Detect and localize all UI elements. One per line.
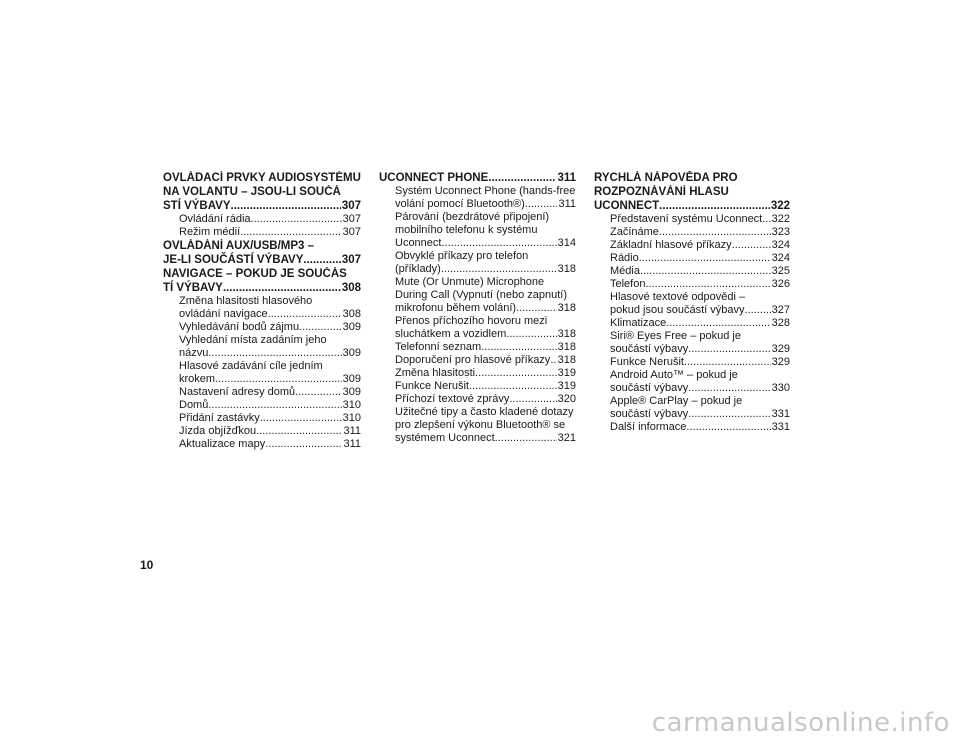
toc-column-3: [594, 171, 790, 434]
toc-entry-line: [179, 425, 361, 438]
dot-leader: [688, 343, 770, 356]
toc-page-number: 307: [341, 254, 361, 266]
dot-leader: [469, 380, 557, 393]
toc-entry-line: [610, 304, 790, 317]
toc-sub-entry[interactable]: [379, 354, 576, 367]
toc-entry-line: [179, 226, 361, 239]
toc-entry-text: JE-LI SOUČÁSTÍ VÝBAVY: [163, 254, 304, 266]
toc-entry-line: [163, 253, 361, 267]
toc-page-number: 321: [557, 432, 576, 444]
toc-entry-text: Užitečné tipy a často kladené dotazy: [395, 406, 574, 418]
toc-sub-entry[interactable]: [594, 265, 790, 278]
toc-column-1: [163, 171, 361, 451]
dot-leader: [251, 213, 342, 226]
toc-sub-entry[interactable]: [594, 356, 790, 369]
toc-page-number: 329: [771, 356, 790, 368]
dot-leader: [732, 239, 771, 252]
toc-entry-line: [179, 373, 361, 386]
toc-entry-text: Obvyklé příkazy pro telefon: [395, 250, 529, 262]
dot-leader: [215, 373, 342, 386]
toc-entry-text: systémem Uconnect: [395, 432, 495, 444]
toc-entry-line: [179, 399, 361, 412]
toc-entry-text: OVLÁDÁNÍ AUX/USB/MP3 –: [163, 240, 315, 252]
toc-sub-entry[interactable]: [379, 315, 576, 341]
dot-leader: [666, 317, 770, 330]
toc-sub-entry[interactable]: [594, 239, 790, 252]
toc-page-number: 326: [771, 278, 790, 290]
toc-sub-entry[interactable]: [594, 278, 790, 291]
dot-leader: [686, 421, 770, 434]
toc-entry-text: Začínáme: [610, 226, 659, 238]
toc-entry-line: [610, 278, 790, 291]
toc-sub-entry[interactable]: [379, 250, 576, 276]
toc-heading-entry[interactable]: [163, 267, 361, 295]
toc-page-number: 307: [342, 226, 361, 238]
toc-entry-text: názvu: [179, 347, 209, 359]
toc-entry-text: Představení systému Uconnect: [610, 213, 763, 225]
toc-heading-entry[interactable]: [379, 171, 576, 185]
toc-entry-text: mobilního telefonu k systému: [395, 224, 538, 236]
dot-leader: [516, 302, 557, 315]
toc-entry-text: Funkce Nerušit: [610, 356, 684, 368]
toc-entry-text: volání pomocí Bluetooth®): [395, 198, 525, 210]
toc-entry-line: [395, 367, 576, 380]
toc-page-number: 308: [342, 308, 361, 320]
dot-leader: [265, 438, 342, 451]
toc-page-number: 311: [343, 425, 361, 437]
toc-entry-line: [610, 421, 790, 434]
dot-leader: [640, 265, 771, 278]
toc-entry-line: [610, 252, 790, 265]
toc-sub-entry[interactable]: [379, 393, 576, 406]
toc-sub-entry[interactable]: [594, 330, 790, 356]
toc-entry-text: Domů: [179, 399, 209, 411]
toc-entry-text: Telefonní seznam: [395, 341, 482, 353]
toc-entry-text: Hlasové zadávání cíle jedním: [179, 360, 323, 372]
toc-sub-entry[interactable]: [594, 213, 790, 226]
toc-heading-entry[interactable]: [594, 171, 790, 213]
toc-entry-text: Android Auto™ – pokud je: [610, 369, 738, 381]
toc-entry-text: Mute (Or Unmute) Microphone: [395, 276, 545, 288]
toc-column-2: [379, 171, 576, 445]
toc-entry-text: součástí výbavy: [610, 343, 689, 355]
toc-sub-entry[interactable]: [594, 317, 790, 330]
toc-entry-line: [395, 393, 576, 406]
toc-page-number: 318: [557, 263, 576, 275]
toc-entry-text: Telefon: [610, 278, 646, 290]
toc-entry-text: Funkce Nerušit: [395, 380, 469, 392]
toc-page-number: 310: [342, 412, 361, 424]
toc-entry-text: Další informace: [610, 421, 687, 433]
toc-entry-text: Změna hlasitosti hlasového: [179, 295, 313, 307]
toc-entry-text: Hlasové textové odpovědi –: [610, 291, 746, 303]
toc-entry-text: mikrofonu během volání): [395, 302, 517, 314]
toc-entry-line: [179, 412, 361, 425]
toc-page-number: 311: [343, 438, 361, 450]
toc-entry-line: [395, 302, 576, 315]
toc-entry-line: [594, 199, 790, 213]
toc-sub-entry[interactable]: [594, 252, 790, 265]
toc-page-number: 307: [342, 213, 361, 225]
toc-sub-entry[interactable]: [594, 369, 790, 395]
toc-entry-line: [395, 380, 576, 393]
toc-sub-entry[interactable]: [594, 395, 790, 421]
toc-entry-text: Klimatizace: [610, 317, 667, 329]
dot-leader: [208, 347, 341, 360]
toc-page-number: 322: [771, 213, 790, 225]
toc-entry-text: součástí výbavy: [610, 382, 689, 394]
toc-entry-text: Uconnect: [395, 237, 442, 249]
toc-entry-text: Změna hlasitosti: [395, 367, 476, 379]
toc-entry-line: [610, 213, 790, 226]
toc-entry-line: [179, 386, 361, 399]
toc-page-number: 318: [557, 341, 576, 353]
dot-leader: [256, 425, 342, 438]
toc-entry-text: NAVIGACE – POKUD JE SOUČÁS: [163, 268, 347, 280]
toc-entry-text: krokem: [179, 373, 216, 385]
toc-entry-text: Příchozí textové zprávy: [395, 393, 510, 405]
dot-leader: [509, 393, 556, 406]
toc-entry-line: [179, 308, 361, 321]
toc-sub-entry[interactable]: [163, 360, 361, 386]
toc-page-number: 327: [771, 304, 790, 316]
toc-heading-entry[interactable]: [163, 171, 361, 213]
toc-page-number: 318: [557, 302, 576, 314]
toc-entry-line: [610, 408, 790, 421]
toc-sub-entry[interactable]: [163, 226, 361, 239]
toc-sub-entry[interactable]: [163, 399, 361, 412]
toc-page-number: 319: [557, 367, 576, 379]
toc-entry-line: [395, 263, 576, 276]
dot-leader: [208, 399, 341, 412]
toc-page-number: 324: [771, 239, 790, 251]
toc-entry-line: [179, 438, 361, 451]
toc-entry-line: [610, 317, 790, 330]
dot-leader: [525, 198, 558, 211]
watermark: carmanualsonline.info: [651, 708, 950, 738]
toc-page-number: 307: [341, 200, 361, 212]
toc-entry-text: NA VOLANTU – JSOU-LI SOUČÁ: [163, 186, 341, 198]
toc-sub-entry[interactable]: [163, 412, 361, 425]
toc-entry-text: During Call (Vypnutí (nebo zapnutí): [395, 289, 568, 301]
toc-sub-entry[interactable]: [163, 321, 361, 334]
toc-page-number: 325: [771, 265, 790, 277]
toc-sub-entry[interactable]: [163, 213, 361, 226]
dot-leader: [441, 263, 557, 276]
toc-sub-entry[interactable]: [594, 421, 790, 434]
toc-entry-text: sluchátkem a vozidlem: [395, 328, 507, 340]
dot-leader: [495, 432, 557, 445]
toc-sub-entry[interactable]: [379, 341, 576, 354]
toc-entry-text: Nastavení adresy domů: [179, 386, 296, 398]
dot-leader: [745, 304, 771, 317]
toc-entry-line: [610, 265, 790, 278]
toc-entry-text: Média: [610, 265, 640, 277]
toc-entry-text: součástí výbavy: [610, 408, 689, 420]
toc-entry-text: Základní hlasové příkazy: [610, 239, 732, 251]
toc-page-number: 318: [557, 328, 576, 340]
dot-leader: [688, 382, 770, 395]
toc-sub-entry[interactable]: [163, 295, 361, 321]
dot-leader: [299, 321, 342, 334]
dot-leader: [488, 171, 556, 185]
toc-entry-text: pokud jsou součástí výbavy: [610, 304, 745, 316]
dot-leader: [684, 356, 771, 369]
toc-entry-line: [179, 321, 361, 334]
dot-leader: [645, 278, 770, 291]
toc-entry-text: Jízda objížďkou: [179, 425, 257, 437]
toc-entry-text: STÍ VÝBAVY: [163, 200, 231, 212]
toc-sub-entry[interactable]: [379, 406, 576, 445]
toc-page-number: 323: [771, 226, 790, 238]
dot-leader: [475, 367, 557, 380]
toc-entry-text: Siri® Eyes Free – pokud je: [610, 330, 741, 342]
dot-leader: [441, 237, 556, 250]
toc-entry-line: [610, 226, 790, 239]
dot-leader: [231, 199, 341, 213]
dot-leader: [639, 252, 771, 265]
toc-entry-line: [610, 382, 790, 395]
toc-sub-entry[interactable]: [163, 334, 361, 360]
toc-entry-text: (příklady): [395, 263, 441, 275]
toc-entry-line: [395, 198, 576, 211]
page-number: 10: [140, 558, 154, 572]
toc-page-number: 322: [770, 200, 790, 212]
toc-page-number: 314: [557, 237, 576, 249]
toc-sub-entry[interactable]: [163, 438, 361, 451]
toc-page-number: 318: [557, 354, 576, 366]
dot-leader: [260, 412, 342, 425]
toc-entry-text: UCONNECT PHONE: [379, 172, 489, 184]
toc-sub-entry[interactable]: [379, 276, 576, 315]
dot-leader: [268, 308, 342, 321]
toc-entry-line: [179, 347, 361, 360]
toc-page-number: 309: [342, 347, 361, 359]
toc-page-number: 308: [341, 282, 361, 294]
toc-page-number: 319: [557, 380, 576, 392]
dot-leader: [659, 199, 770, 213]
dot-leader: [659, 226, 771, 239]
toc-entry-text: Systém Uconnect Phone (hands-free: [395, 185, 576, 197]
dot-leader: [481, 341, 556, 354]
toc-sub-entry[interactable]: [379, 380, 576, 393]
dot-leader: [295, 386, 341, 399]
toc-entry-text: ROZPOZNÁVÁNÍ HLASU: [594, 186, 729, 198]
dot-leader: [240, 226, 342, 239]
dot-leader: [506, 328, 556, 341]
toc-page-number: 311: [558, 198, 576, 210]
toc-page-number: 311: [557, 172, 576, 184]
dot-leader: [688, 408, 770, 421]
toc-page-number: 309: [342, 321, 361, 333]
toc-entry-text: Vyhledání místa zadáním jeho: [179, 334, 327, 346]
toc-page-number: 320: [557, 393, 576, 405]
toc-entry-text: Aktualizace mapy: [179, 438, 266, 450]
toc-page-number: 309: [342, 373, 361, 385]
toc-entry-line: [395, 341, 576, 354]
toc-sub-entry[interactable]: [594, 291, 790, 317]
toc-entry-line: [610, 239, 790, 252]
toc-entry-text: OVLÁDACÍ PRVKY AUDIOSYSTÉMU: [163, 172, 361, 184]
toc-sub-entry[interactable]: [379, 211, 576, 250]
toc-sub-entry[interactable]: [379, 367, 576, 380]
toc-entry-text: TÍ VÝBAVY: [163, 282, 223, 294]
toc-heading-entry[interactable]: [163, 239, 361, 267]
toc-entry-text: Přenos příchozího hovoru mezi: [395, 315, 548, 327]
toc-entry-text: Rádio: [610, 252, 639, 264]
toc-sub-entry[interactable]: [594, 226, 790, 239]
dot-leader: [762, 213, 770, 226]
toc-page-number: 309: [342, 386, 361, 398]
toc-entry-text: ovládání navigace: [179, 308, 268, 320]
toc-page-number: 328: [771, 317, 790, 329]
toc-entry-text: Párování (bezdrátové připojení): [395, 211, 550, 223]
toc-entry-line: [610, 343, 790, 356]
toc-page-number: 324: [771, 252, 790, 264]
toc-sub-entry[interactable]: [163, 386, 361, 399]
toc-page-number: 331: [771, 408, 790, 420]
toc-entry-text: Přidání zastávky: [179, 412, 260, 424]
toc-entry-text: Ovládání rádia: [179, 213, 251, 225]
toc-entry-line: [395, 432, 576, 445]
toc-sub-entry[interactable]: [163, 425, 361, 438]
toc-entry-line: [179, 213, 361, 226]
toc-entry-text: Apple® CarPlay – pokud je: [610, 395, 743, 407]
toc-entry-line: [395, 328, 576, 341]
toc-page-number: 329: [771, 343, 790, 355]
toc-entry-text: Režim médií: [179, 226, 241, 238]
toc-entry-line: [395, 354, 576, 367]
toc-sub-entry[interactable]: [379, 185, 576, 211]
toc-page-number: 330: [771, 382, 790, 394]
toc-entry-line: [379, 171, 576, 185]
dot-leader: [223, 281, 341, 295]
toc-page-number: 310: [342, 399, 361, 411]
toc-entry-line: [163, 199, 361, 213]
toc-entry-text: UCONNECT: [594, 200, 660, 212]
toc-page-number: 331: [771, 421, 790, 433]
toc-entry-line: [163, 281, 361, 295]
toc-entry-line: [395, 237, 576, 250]
toc-entry-text: Doporučení pro hlasové příkazy: [395, 354, 551, 366]
dot-leader: [303, 253, 340, 267]
toc-entry-text: pro zlepšení výkonu Bluetooth® se: [395, 419, 566, 431]
toc-entry-text: RYCHLÁ NÁPOVĚDA PRO: [594, 172, 738, 184]
toc-entry-line: [610, 356, 790, 369]
toc-entry-text: Vyhledávání bodů zájmu: [179, 321, 300, 333]
